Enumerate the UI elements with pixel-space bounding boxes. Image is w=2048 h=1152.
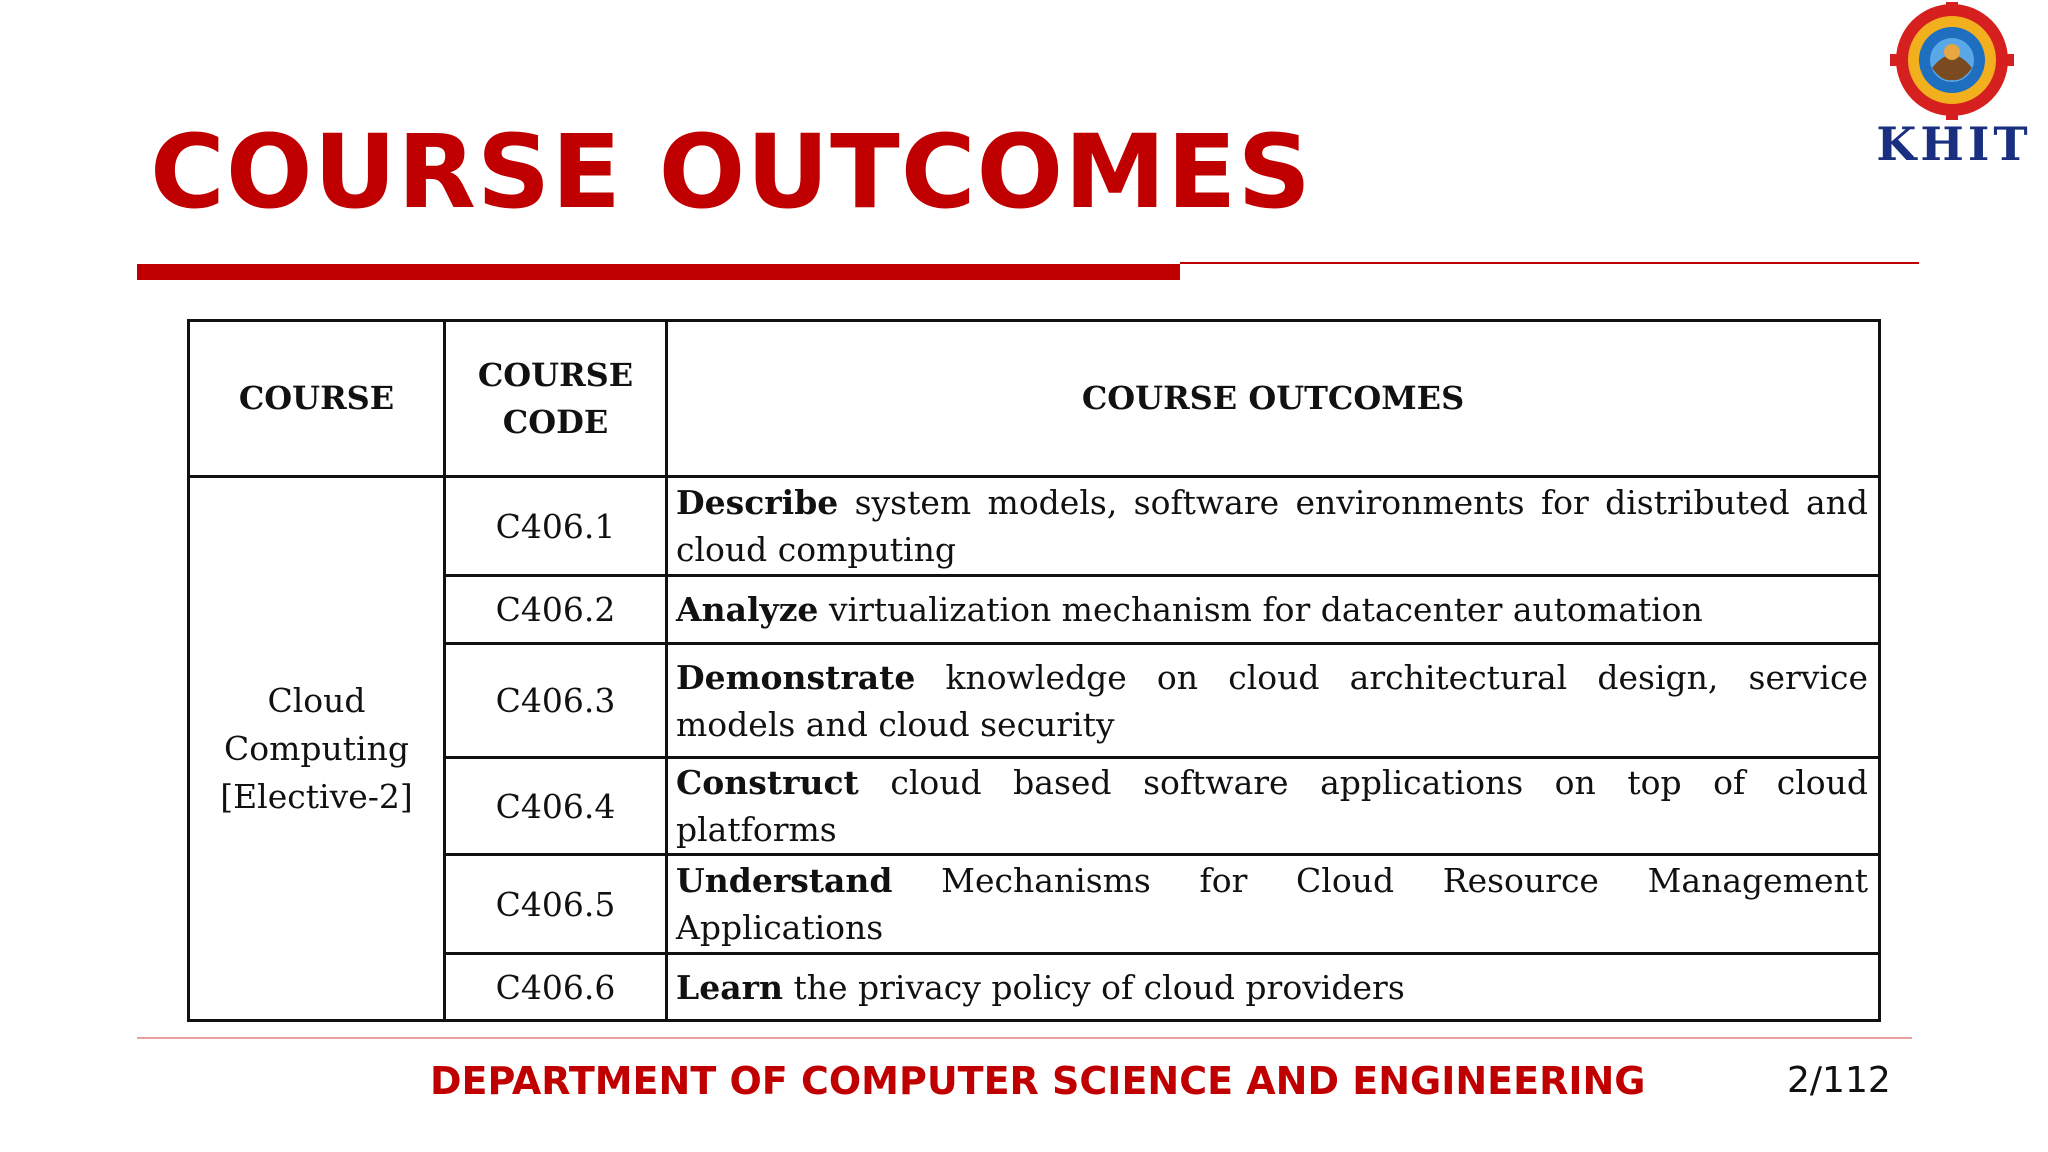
- outcome-verb: Construct: [676, 763, 859, 802]
- outcome-verb: Analyze: [676, 590, 819, 629]
- course-outcomes-table: [187, 319, 1881, 1022]
- course-code-cell: C406.5: [445, 855, 667, 954]
- outcome-cell: [667, 758, 1880, 855]
- outcome-cell: [667, 855, 1880, 954]
- title-underline-thin: [1180, 262, 1919, 264]
- logo-gear-emblem: [1890, 2, 2014, 120]
- course-name-line2: Computing: [224, 728, 409, 768]
- header-course-outcomes: COURSE OUTCOMES: [667, 321, 1880, 477]
- outcome-cell: [667, 576, 1880, 644]
- outcome-text: system models, software environments for distributed and cloud computing: [676, 483, 1868, 569]
- footer-department: DEPARTMENT OF COMPUTER SCIENCE AND ENGINEERING: [430, 1059, 1646, 1103]
- course-name-line1: Cloud: [267, 680, 366, 720]
- course-code-cell: C406.6: [445, 954, 667, 1021]
- course-name-line3: [Elective-2]: [220, 776, 413, 816]
- outcome-text: the privacy policy of cloud providers: [782, 967, 1405, 1007]
- footer-divider: [137, 1037, 1912, 1039]
- outcome-verb: Describe: [676, 483, 839, 522]
- outcome-cell: [667, 644, 1880, 758]
- page-number: 2/112: [1787, 1060, 1891, 1101]
- header-course: COURSE: [189, 321, 445, 477]
- header-course-code-line2: CODE: [502, 402, 609, 441]
- course-code-cell: C406.4: [445, 758, 667, 855]
- outcome-text: knowledge on cloud architectural design, service models and cloud security: [676, 657, 1868, 744]
- outcome-cell: [667, 954, 1880, 1021]
- table-row: [189, 477, 1880, 576]
- outcome-text: virtualization mechanism for datacenter automation: [818, 590, 1703, 629]
- outcome-cell: [667, 477, 1880, 576]
- header-course-code: [445, 321, 667, 477]
- course-name-cell: [189, 477, 445, 1021]
- outcome-verb: Demonstrate: [676, 657, 916, 697]
- outcome-verb: Learn: [676, 967, 783, 1007]
- logo-text: KHIT: [1876, 117, 2032, 171]
- slide-title: COURSE OUTCOMES: [150, 113, 1312, 232]
- khit-logo: [1862, 2, 2042, 172]
- table-header-row: [189, 321, 1880, 477]
- course-code-cell: C406.1: [445, 477, 667, 576]
- outcome-text: Mechanisms for Cloud Resource Management Applications: [676, 861, 1868, 947]
- course-code-cell: C406.2: [445, 576, 667, 644]
- title-underline-thick: [137, 264, 1180, 280]
- header-course-code-line1: COURSE: [477, 355, 634, 394]
- course-code-cell: C406.3: [445, 644, 667, 758]
- outcome-text: cloud based software applications on top of cloud platforms: [676, 763, 1868, 849]
- outcome-verb: Understand: [676, 861, 893, 900]
